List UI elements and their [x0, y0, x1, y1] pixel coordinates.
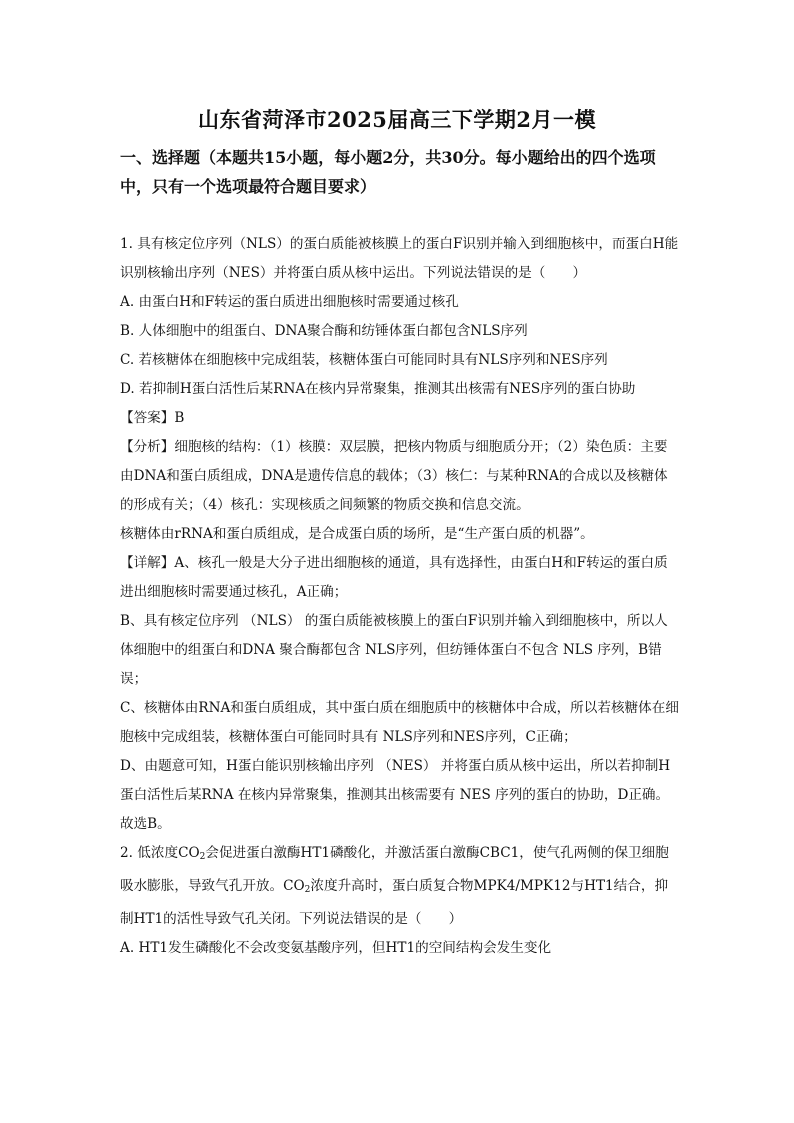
- question-2-option-a: A. HT1发生磷酸化不会改变氨基酸序列，但HT1的空间结构会发生变化: [120, 940, 552, 956]
- question-1-detail-c: C、核糖体由RNA和蛋白质组成，其中蛋白质在细胞质中的核糖体中合成，所以若核糖体在细胞核中完成组装，核糖体蛋白可能同时具有 NLS序列和NES序列，C正确；: [120, 700, 679, 745]
- question-2-stem: [120, 839, 680, 934]
- question-1-detail-d: D、由题意可知，H蛋白能识别核输出序列 （NES） 并将蛋白质从核中运出，所以若抑制H蛋白活性后某RNA 在核内异常聚集，推测其出核需要有 NES 序列的蛋白的协助，D正确。: [120, 758, 671, 803]
- subscript-2: 2: [304, 885, 311, 895]
- question-1-conclusion: 故选B。: [120, 816, 171, 832]
- question-1-stem: 1. 具有核定位序列（NLS）的蛋白质能被核膜上的蛋白F识别并输入到细胞核中，而蛋白H能识别核输出序列（NES）并将蛋白质从核中运出。下列说法错误的是（ ）: [120, 236, 679, 281]
- question-1-option-c: C. 若核糖体在细胞核中完成组装，核糖体蛋白可能同时具有NLS序列和NES序列: [120, 352, 608, 368]
- question-1-option-a: A. 由蛋白H和F转运的蛋白质进出细胞核时需要通过核孔: [120, 294, 459, 310]
- question-1-option-d: D. 若抑制H蛋白活性后某RNA在核内异常聚集，推测其出核需有NES序列的蛋白协助: [120, 381, 636, 397]
- question-content: [120, 230, 680, 963]
- question-2-stem-part1: 2. 低浓度CO: [120, 845, 200, 861]
- question-1-answer: 【答案】B: [120, 410, 185, 426]
- question-1-analysis-note: 核糖体由rRNA和蛋白质组成，是合成蛋白质的场所，是“生产蛋白质的机器”。: [120, 526, 594, 542]
- question-2-stem-part3: 浓度升高时，蛋白质复合物MPK4/MPK12与HT1结合，抑制HT1的活性导致气孔关闭。下列说法错误的是（ ）: [120, 878, 669, 927]
- question-2-stem-part2: 会促进蛋白激酶HT1磷酸化，并激活蛋白激酶CBC1，使气孔两侧的保卫细胞吸水膨胀，导致气孔开放。CO: [120, 845, 669, 894]
- question-1-detail-a: 【详解】A、核孔一般是大分子进出细胞核的通道，具有选择性，由蛋白H和F转运的蛋白质进出细胞核时需要通过核孔，A正确；: [120, 555, 668, 600]
- page-title: 山东省菏泽市2025届高三下学期2月一模: [197, 107, 597, 132]
- section-heading: 一、选择题（本题共15小题，每小题2分，共30分。每小题给出的四个选项中，只有一个选项最符合题目要求）: [120, 148, 656, 196]
- question-1-detail-b: B、具有核定位序列 （NLS） 的蛋白质能被核膜上的蛋白F识别并输入到细胞核中，所以人体细胞中的组蛋白和DNA 聚合酶都包含 NLS序列，但纺锤体蛋白不包含 NLS 序列，B错误；: [120, 613, 668, 687]
- subscript-2: 2: [199, 852, 206, 862]
- question-1-analysis: 【分析】细胞核的结构：（1）核膜：双层膜，把核内物质与细胞质分开；（2）染色质：主要由DNA和蛋白质组成，DNA是遗传信息的载体；（3）核仁：与某种RNA的合成以及核糖体的形成有关；（4）核孔：实现核质之间频繁的物质交换和信息交流。: [120, 439, 668, 513]
- question-1-option-b: B. 人体细胞中的组蛋白、DNA聚合酶和纺锤体蛋白都包含NLS序列: [120, 323, 528, 339]
